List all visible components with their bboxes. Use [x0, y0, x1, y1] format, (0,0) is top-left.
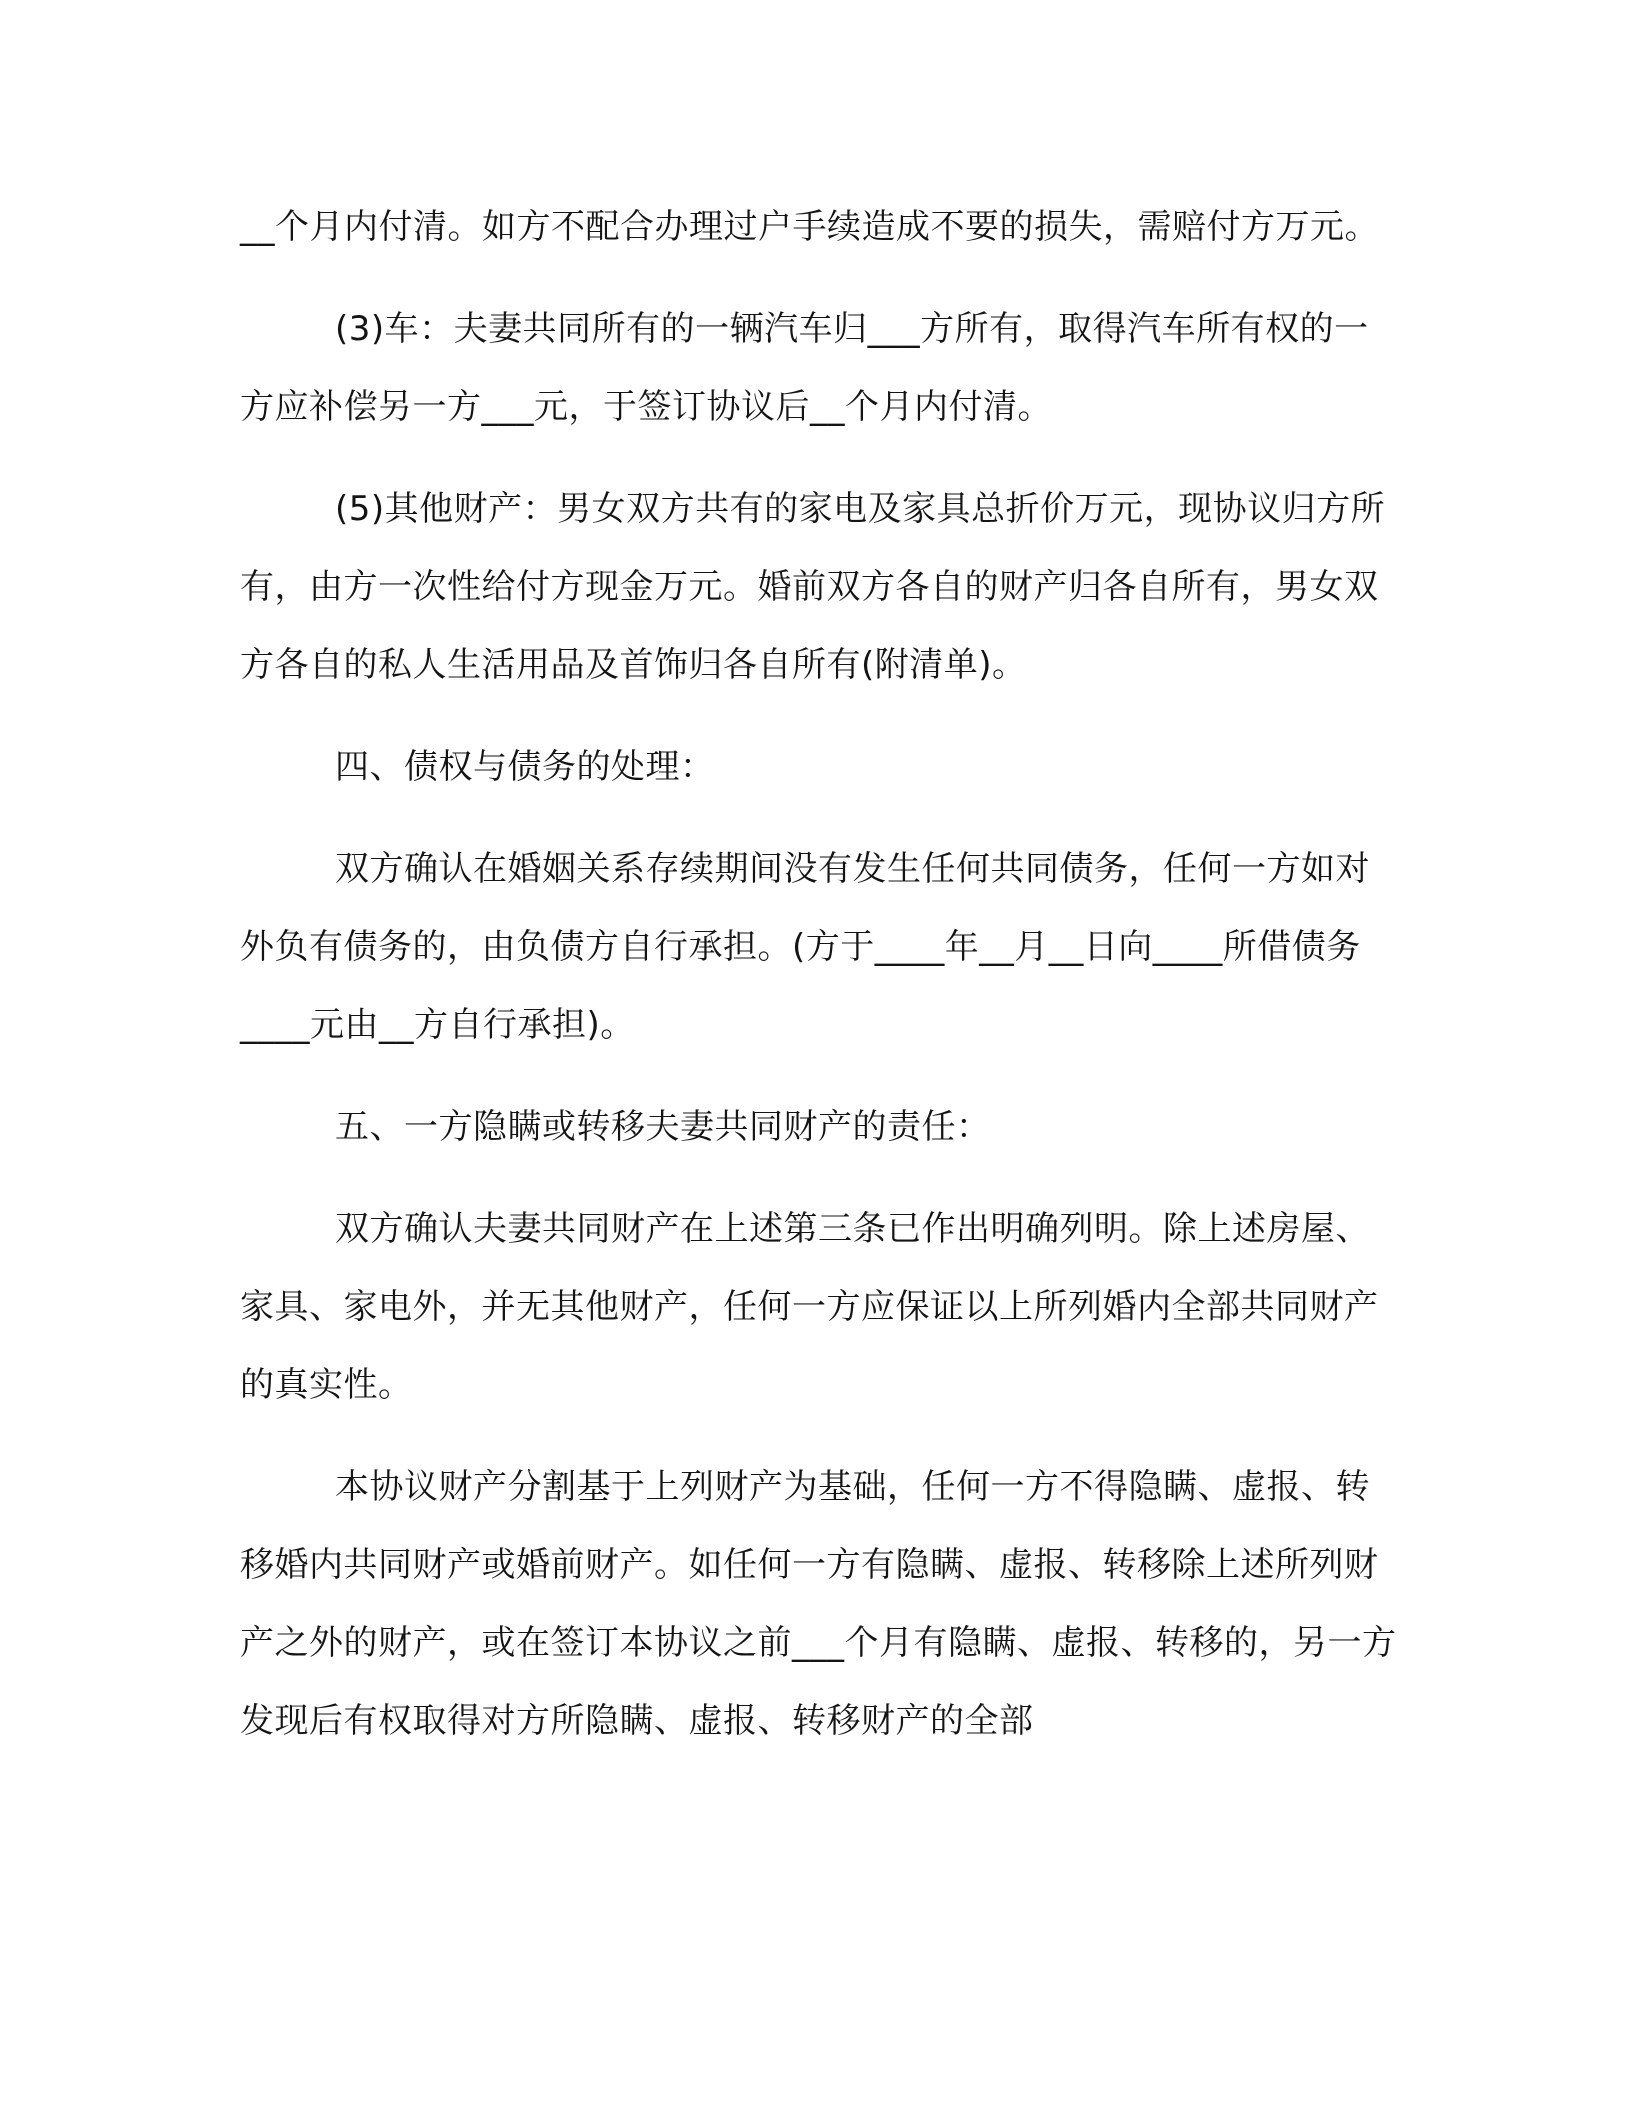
section-heading-concealment: 五、一方隐瞒或转移夫妻共同财产的责任：	[335, 1107, 991, 1147]
paragraph-payment-terms: __个月内付清。如方不配合办理过户手续造成不要的损失，需赔付方万元。	[240, 207, 1379, 247]
paragraph-concealment-liability: 本协议财产分割基于上列财产为基础，任何一方不得隐瞒、虚报、转移婚内共同财产或婚前财产。如任何一方有隐瞒、虚报、转移除上述所列财产之外的财产，或在签订本协议之前___个月有隐瞒、虚报、转移的，另一方发现后有权取得对方所隐瞒、虚报、转移财产的全部	[240, 1467, 1397, 1741]
paragraph-car: (3)车：夫妻共同所有的一辆汽车归___方所有，取得汽车所有权的一方应补偿另一方___元，于签订协议后__个月内付清。	[240, 309, 1369, 427]
paragraph-debts: 双方确认在婚姻关系存续期间没有发生任何共同债务，任何一方如对外负有债务的，由负债方自行承担。(方于____年__月__日向____所借债务____元由__方自行承担)。	[240, 849, 1370, 1045]
document-body	[240, 188, 1400, 1784]
paragraph-other-property: (5)其他财产：男女双方共有的家电及家具总折价万元，现协议归方所有，由方一次性给付方现金万元。婚前双方各自的财产归各自所有，男女双方各自的私人生活用品及首饰归各自所有(附清单)。	[240, 489, 1386, 685]
section-heading-debts: 四、债权与债务的处理：	[335, 747, 715, 787]
paragraph-property-confirmation: 双方确认夫妻共同财产在上述第三条已作出明确列明。除上述房屋、家具、家电外，并无其他财产，任何一方应保证以上所列婚内全部共同财产的真实性。	[240, 1209, 1379, 1405]
